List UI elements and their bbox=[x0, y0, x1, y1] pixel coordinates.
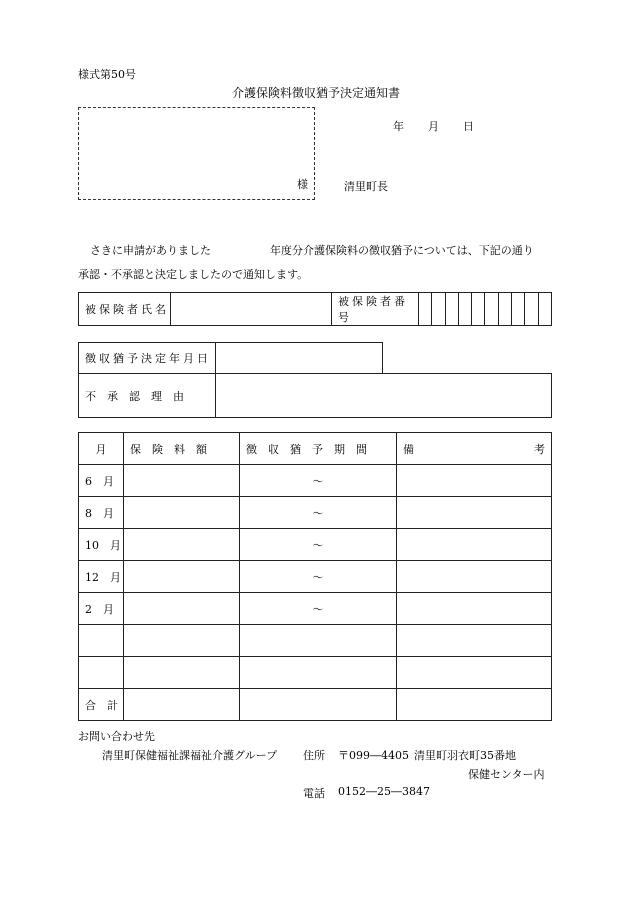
insured-number-digit[interactable] bbox=[419, 293, 432, 326]
row-amount[interactable] bbox=[124, 689, 240, 721]
insured-number-digit[interactable] bbox=[485, 293, 498, 326]
reason-label: 不 承 認 理 由 bbox=[79, 374, 216, 418]
row-period[interactable]: ～ bbox=[240, 465, 397, 497]
insured-number-digit[interactable] bbox=[472, 293, 485, 326]
row-month bbox=[79, 657, 124, 689]
insured-number-label: 被保険者番号 bbox=[332, 293, 419, 326]
table-row bbox=[79, 465, 552, 497]
contact-heading: お問い合わせ先 bbox=[78, 730, 155, 743]
row-period[interactable]: ～ bbox=[240, 593, 397, 625]
table-row bbox=[79, 497, 552, 529]
table-row bbox=[79, 657, 552, 689]
row-note[interactable] bbox=[397, 657, 552, 689]
row-month: 8 月 bbox=[79, 497, 124, 529]
decision-date-label: 徴収猶予決定年月日 bbox=[79, 343, 216, 374]
row-amount[interactable] bbox=[124, 593, 240, 625]
contact-phone-label: 電話 bbox=[303, 787, 325, 800]
recipient-suffix: 様 bbox=[297, 178, 308, 191]
contact-address2: 保健センター内 bbox=[468, 768, 545, 781]
row-period[interactable] bbox=[240, 657, 397, 689]
body-line1b: 年度分介護保険料の徴収猶予については、下記の通り bbox=[270, 244, 534, 257]
insured-name-label: 被保険者氏名 bbox=[79, 293, 171, 326]
table-row bbox=[79, 625, 552, 657]
date-day: 日 bbox=[463, 120, 474, 133]
header-month: 月 bbox=[79, 433, 124, 465]
row-note[interactable] bbox=[397, 465, 552, 497]
table-row-total bbox=[79, 689, 552, 721]
header-note-right: 考 bbox=[534, 442, 545, 456]
row-month: 2 月 bbox=[79, 593, 124, 625]
decision-date-table bbox=[78, 342, 383, 374]
insured-number-digit[interactable] bbox=[458, 293, 471, 326]
row-note[interactable] bbox=[397, 625, 552, 657]
contact-address-label: 住所 bbox=[303, 749, 325, 762]
row-amount[interactable] bbox=[124, 465, 240, 497]
table-row bbox=[79, 561, 552, 593]
insured-number-digit[interactable] bbox=[525, 293, 538, 326]
row-month bbox=[79, 625, 124, 657]
page-title: 介護保険料徴収猶予決定通知書 bbox=[232, 86, 401, 100]
insured-table bbox=[78, 292, 552, 326]
table-row bbox=[79, 529, 552, 561]
issuer: 清里町長 bbox=[344, 180, 388, 193]
row-period[interactable]: ～ bbox=[240, 529, 397, 561]
date-year: 年 bbox=[393, 120, 404, 133]
row-note[interactable] bbox=[397, 529, 552, 561]
contact-group: 清里町保健福祉課福祉介護グループ bbox=[102, 749, 278, 762]
table-row bbox=[79, 593, 552, 625]
row-note[interactable] bbox=[397, 497, 552, 529]
row-period[interactable] bbox=[240, 625, 397, 657]
schedule-header-row bbox=[79, 433, 552, 465]
header-amount: 保 険 料 額 bbox=[124, 433, 240, 465]
row-note[interactable] bbox=[397, 689, 552, 721]
row-amount[interactable] bbox=[124, 561, 240, 593]
body-line1a: さきに申請がありました bbox=[90, 244, 211, 257]
reason-field[interactable] bbox=[216, 374, 552, 418]
insured-number-digit[interactable] bbox=[538, 293, 551, 326]
reason-table bbox=[78, 373, 552, 418]
insured-number-digit[interactable] bbox=[512, 293, 525, 326]
insured-number-digit[interactable] bbox=[498, 293, 511, 326]
body-line2: 承認・不承認と決定しましたので通知します。 bbox=[78, 268, 309, 281]
form-number: 様式第50号 bbox=[78, 68, 136, 81]
insured-number-digit[interactable] bbox=[445, 293, 458, 326]
row-amount[interactable] bbox=[124, 625, 240, 657]
row-month: 6 月 bbox=[79, 465, 124, 497]
row-amount[interactable] bbox=[124, 497, 240, 529]
row-amount[interactable] bbox=[124, 657, 240, 689]
row-note[interactable] bbox=[397, 561, 552, 593]
schedule-table bbox=[78, 432, 552, 721]
row-total-label: 合 計 bbox=[79, 689, 124, 721]
contact-phone: 0152―25―3847 bbox=[338, 785, 430, 798]
decision-date-field[interactable] bbox=[216, 343, 383, 374]
row-month: 12 月 bbox=[79, 561, 124, 593]
row-period[interactable] bbox=[240, 689, 397, 721]
row-month: 10 月 bbox=[79, 529, 124, 561]
row-note[interactable] bbox=[397, 593, 552, 625]
recipient-box bbox=[78, 107, 315, 200]
contact-postal: 〒099―4405 bbox=[338, 749, 409, 762]
row-period[interactable]: ～ bbox=[240, 561, 397, 593]
header-note-left: 備 bbox=[403, 442, 414, 456]
header-note bbox=[397, 433, 552, 465]
row-period[interactable]: ～ bbox=[240, 497, 397, 529]
row-amount[interactable] bbox=[124, 529, 240, 561]
insured-number-digit[interactable] bbox=[432, 293, 445, 326]
header-period: 徴 収 猶 予 期 間 bbox=[240, 433, 397, 465]
insured-name-field[interactable] bbox=[171, 293, 332, 326]
contact-address: 清里町羽衣町35番地 bbox=[414, 749, 516, 762]
date-month: 月 bbox=[428, 120, 439, 133]
